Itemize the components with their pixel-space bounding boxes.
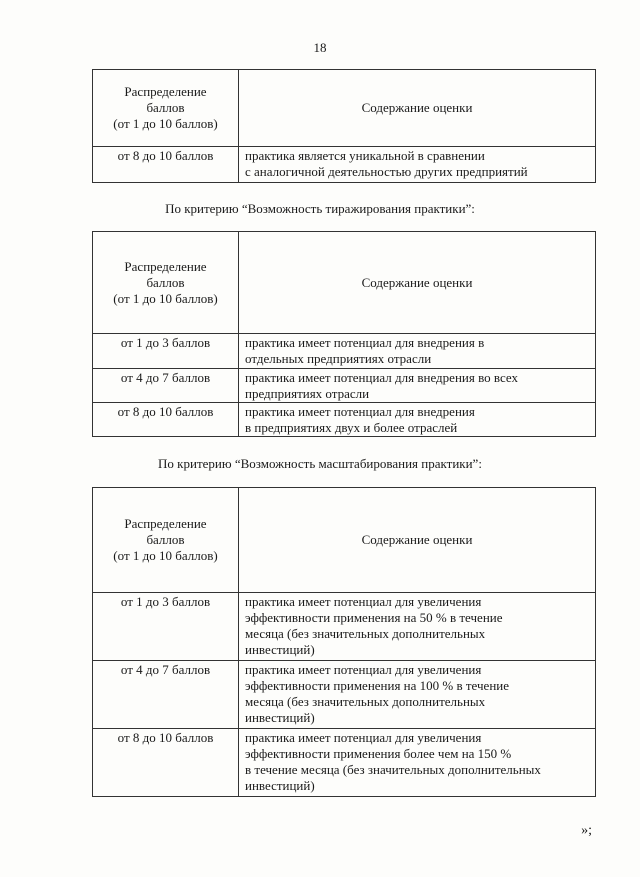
table-row [93,334,596,369]
score-description [239,369,596,403]
score-header-line: (от 1 до 10 баллов) [113,116,218,131]
score-description [239,661,596,729]
description-line: практика имеет потенциал для внедрения во всех [245,370,518,385]
score-column-header [93,488,239,593]
table-header-row [93,232,596,334]
description-line: в течение месяца (без значительных дополнительных [245,762,541,777]
description-line: инвестиций) [245,778,315,793]
description-line: практика имеет потенциал для внедрения [245,404,475,419]
score-range: от 4 до 7 баллов [93,369,239,403]
description-line: с аналогичной деятельностью других предприятий [245,164,528,179]
description-line: практика имеет потенциал для увеличения [245,594,482,609]
score-description [239,403,596,437]
score-column-header [93,70,239,147]
score-range: от 1 до 3 баллов [93,593,239,661]
score-header-line: баллов [146,532,185,547]
description-line: практика имеет потенциал для увеличения [245,730,482,745]
score-range: от 4 до 7 баллов [93,661,239,729]
page-number: 18 [313,40,327,55]
description-line: эффективности применения на 100 % в течение [245,678,509,693]
score-header-line: (от 1 до 10 баллов) [113,548,218,563]
description-line: месяца (без значительных дополнительных [245,626,486,641]
score-range: от 1 до 3 баллов [93,334,239,369]
description-line: эффективности применения на 50 % в течение [245,610,503,625]
score-range: от 8 до 10 баллов [93,729,239,797]
table-row [93,369,596,403]
score-description [239,147,596,183]
score-table-uniqueness [92,69,596,183]
content-column-header: Содержание оценки [239,232,596,334]
score-description [239,593,596,661]
content-column-header: Содержание оценки [239,70,596,147]
description-line: отдельных предприятиях отрасли [245,351,432,366]
score-header-line: Распределение [124,516,207,531]
table-row [93,661,596,729]
description-line: в предприятиях двух и более отраслей [245,420,458,435]
description-line: инвестиций) [245,710,315,725]
closing-quote: »; [581,823,592,838]
description-line: инвестиций) [245,642,315,657]
table-row [93,729,596,797]
criterion-caption-scaling: По критерию “Возможность масштабирования практики”: [158,456,482,471]
score-table-replication [92,231,596,437]
score-header-line: Распределение [124,84,207,99]
score-description [239,334,596,369]
score-header-line: Распределение [124,258,207,274]
score-range: от 8 до 10 баллов [93,147,239,183]
score-table-scaling [92,487,596,797]
table-row [93,147,596,183]
score-header-line: (от 1 до 10 баллов) [113,290,218,306]
description-line: практика имеет потенциал для увеличения [245,662,482,677]
description-line: предприятиях отрасли [245,386,370,401]
description-line: месяца (без значительных дополнительных [245,694,486,709]
description-line: эффективности применения более чем на 150 % [245,746,512,761]
score-column-header [93,232,239,334]
description-line: практика является уникальной в сравнении [245,148,485,163]
score-header-line: баллов [146,274,185,290]
content-column-header: Содержание оценки [239,488,596,593]
table-header-row [93,70,596,147]
table-row [93,593,596,661]
description-line: практика имеет потенциал для внедрения в [245,335,485,350]
score-header-line: баллов [146,100,185,115]
score-description [239,729,596,797]
table-row [93,403,596,437]
score-range: от 8 до 10 баллов [93,403,239,437]
criterion-caption-replication: По критерию “Возможность тиражирования практики”: [165,201,475,216]
table-header-row [93,488,596,593]
